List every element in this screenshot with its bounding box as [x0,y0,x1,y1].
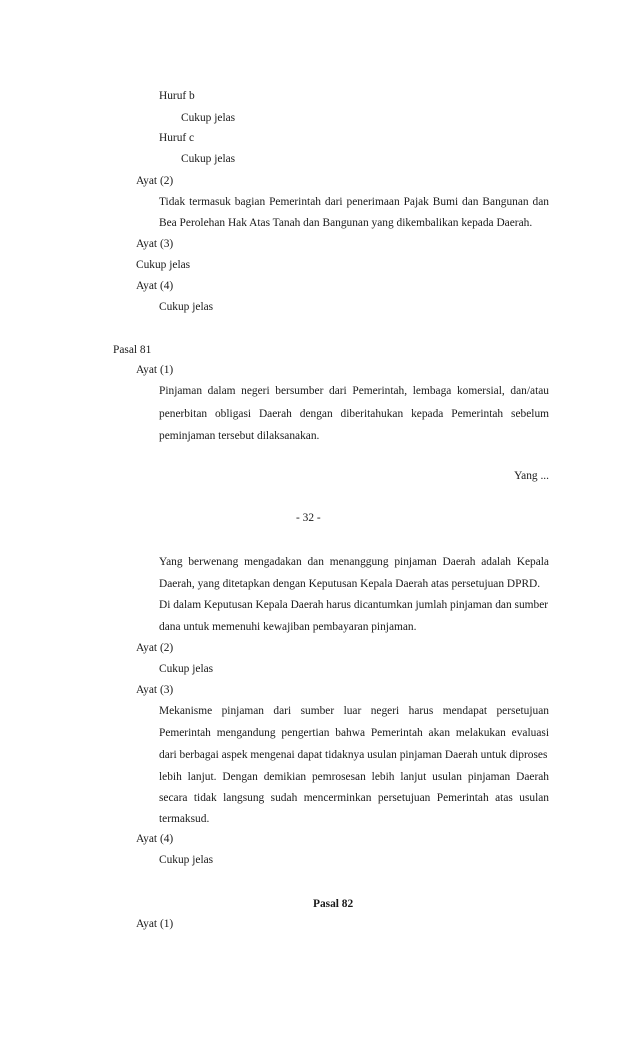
paragraph-line: penerbitan obligasi Daerah dengan diberitahukan kepada Pemerintah sebelum [159,408,549,420]
text-huruf-b: Cukup jelas [181,112,236,124]
paragraph-line: lebih lanjut. Dengan demikian pemrosesan lebih lanjut usulan pinjaman Daerah [159,771,549,783]
heading-ayat-4: Ayat (4) [136,280,174,292]
text-ayat-2: Cukup jelas [159,663,214,675]
paragraph-line: Daerah, yang ditetapkan dengan Keputusan Kepala Daerah atas persetujuan DPRD. [159,578,541,590]
heading-ayat-2: Ayat (2) [136,642,174,654]
continued-marker: Yang ... [514,470,549,482]
text-huruf-c: Cukup jelas [181,153,236,165]
paragraph-line: termaksud. [159,813,210,825]
heading-huruf-b: Huruf b [159,90,195,102]
text-ayat-4: Cukup jelas [159,854,214,866]
paragraph-line: dari berbagai aspek mengenai dapat tidaknya usulan pinjaman Daerah untuk diproses [159,749,548,761]
pasal-82-title: Pasal 82 [313,898,354,910]
heading-ayat-2: Ayat (2) [136,175,174,187]
paragraph-line: secara tidak langsung sudah mencerminkan persetujuan Pemerintah atas usulan [159,792,549,804]
paragraph-line: Bea Perolehan Hak Atas Tanah dan Bangunan yang dikembalikan kepada Daerah. [159,217,533,229]
heading-ayat-1: Ayat (1) [136,918,174,930]
heading-ayat-4: Ayat (4) [136,833,174,845]
paragraph-line: Yang berwenang mengadakan dan menanggung pinjaman Daerah adalah Kepala [159,556,549,568]
text-ayat-4: Cukup jelas [159,301,214,313]
heading-ayat-3: Ayat (3) [136,684,174,696]
page-number: - 32 - [296,512,321,524]
paragraph-line: Mekanisme pinjaman dari sumber luar negeri harus mendapat persetujuan [159,705,549,717]
text-ayat-3: Cukup jelas [136,259,191,271]
pasal-81-title: Pasal 81 [113,344,152,356]
paragraph-line: Di dalam Keputusan Kepala Daerah harus dicantumkan jumlah pinjaman dan sumber [159,599,549,611]
paragraph-line: Tidak termasuk bagian Pemerintah dari penerimaan Pajak Bumi dan Bangunan dan [159,196,549,208]
paragraph-line: Pemerintah mengandung pengertian bahwa Pemerintah akan melakukan evaluasi [159,727,549,739]
paragraph-line: dana untuk memenuhi kewajiban pembayaran pinjaman. [159,621,417,633]
heading-ayat-3: Ayat (3) [136,238,174,250]
heading-huruf-c: Huruf c [159,132,195,144]
paragraph-line: peminjaman tersebut dilaksanakan. [159,430,320,442]
paragraph-line: Pinjaman dalam negeri bersumber dari Pemerintah, lembaga komersial, dan/atau [159,385,549,397]
heading-ayat-1: Ayat (1) [136,364,174,376]
